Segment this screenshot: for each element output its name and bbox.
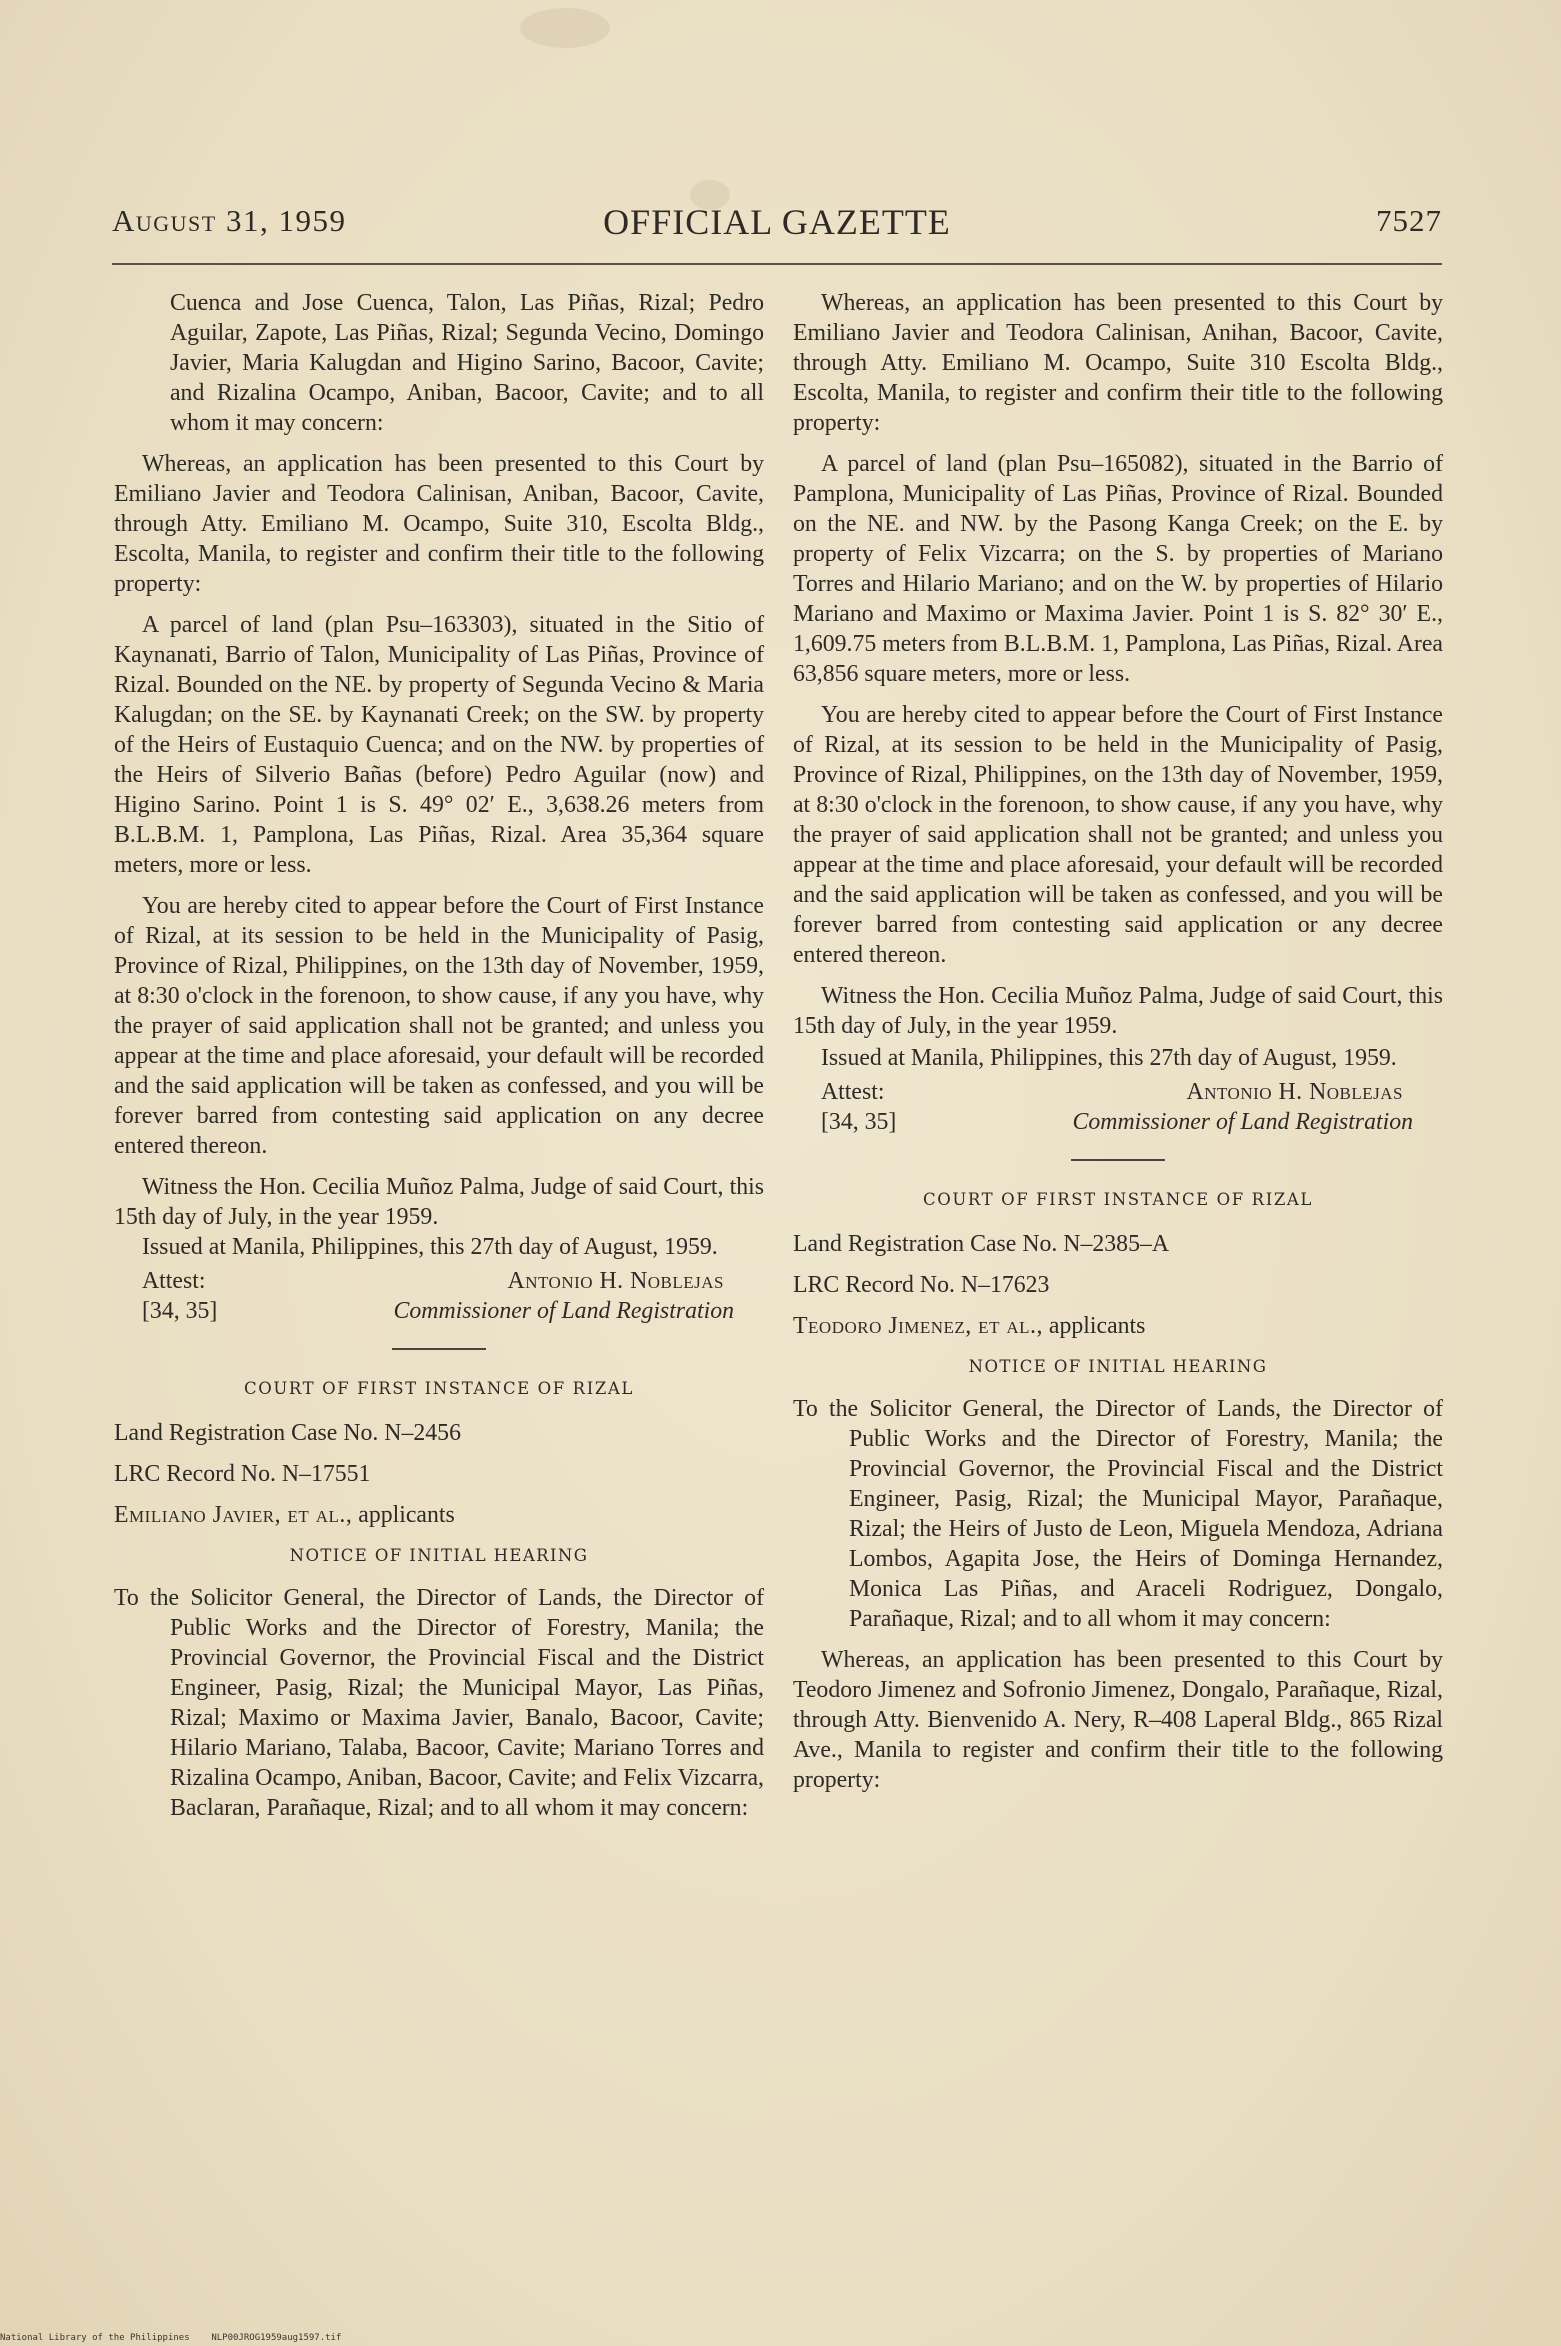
applicants-suffix: applicants: [1048, 1313, 1146, 1339]
attest-title-line: [793, 1107, 1443, 1137]
attest-line: [114, 1266, 764, 1296]
right-column: [793, 288, 1443, 1806]
applicants-name: Emiliano Javier, et al.,: [114, 1502, 353, 1528]
paper-stain: [520, 8, 610, 48]
attest-line: [793, 1077, 1443, 1107]
applicants-line: [793, 1311, 1443, 1341]
publication-title: OFFICIAL GAZETTE: [603, 202, 951, 242]
court-heading: COURT OF FIRST INSTANCE OF RIZAL: [923, 1190, 1313, 1209]
parcel-description: A parcel of land (plan Psu–163303), situated in the Sitio of Kaynanati, Barrio of Talon, Municipality of Las Piñas, Province of Rizal. Bounded on the NE. by property of Segunda Vecino & Maria Kalugdan; on the SE. by Kaynanati Creek; on the SW. by property of the Heirs of Eustaquio Cuenca; and on the NW. by properties of the Heirs of Silverio Bañas (before) Pedro Aguilar (now) and Higino Sarino. Point 1 is S. 49° 02′ E., 3,638.26 meters from B.L.B.M. 1, Pamplona, Las Piñas, Rizal. Area 35,364 square meters, more or less.: [114, 612, 764, 878]
attest-signatory: Antonio H. Noblejas: [1186, 1079, 1403, 1105]
attest-label: Attest:: [142, 1268, 206, 1294]
attest-signatory: Antonio H. Noblejas: [507, 1268, 724, 1294]
applicants-line: [114, 1500, 764, 1530]
page-header: [112, 203, 1442, 251]
witness-paragraph: Witness the Hon. Cecilia Muñoz Palma, Judge of said Court, this 15th day of July, in the year 1959.: [793, 983, 1443, 1039]
header-date: August 31, 1959: [112, 203, 347, 238]
signatory-title: Commissioner of Land Registration: [393, 1298, 734, 1324]
citation-paragraph: You are hereby cited to appear before the Court of First Instance of Rizal, at its session to be held in the Municipality of Pasig, Province of Rizal, Philippines, on the 13th day of November, 1959, at 8:30 o'clock in the forenoon, to show cause, if any you have, why the prayer of said application shall not be granted; and unless you appear at the time and place aforesaid, your default will be recorded and the said application will be taken as confessed, and you will be forever barred from contesting said application or any decree entered thereon.: [793, 702, 1443, 968]
section-divider: [392, 1348, 486, 1350]
application-paragraph: Whereas, an application has been presented to this Court by Emiliano Javier and Teodora Calinisan, Aniban, Bacoor, Cavite, through Atty. Emiliano M. Ocampo, Suite 310, Escolta Bldg., Escolta, Manila, to register and confirm their title to the following property:: [114, 451, 764, 597]
applicants-suffix: applicants: [358, 1502, 455, 1528]
issued-paragraph: Issued at Manila, Philippines, this 27th day of August, 1959.: [142, 1234, 718, 1260]
left-column: [114, 288, 764, 1834]
attest-label: Attest:: [821, 1079, 885, 1105]
applicants-name: Teodoro Jimenez, et al.,: [793, 1313, 1043, 1339]
page-number: 7527: [1376, 203, 1442, 238]
addressee-continuation: Cuenca and Jose Cuenca, Talon, Las Piñas, Rizal; Pedro Aguilar, Zapote, Las Piñas, Rizal; Segunda Vecino, Domingo Javier, Maria Kalugdan and Higino Sarino, Bacoor, Cavite; and Rizalina Ocampo, Aniban, Bacoor, Cavite; and to all whom it may concern:: [170, 290, 764, 436]
record-number: LRC Record No. N–17551: [114, 1461, 371, 1487]
parcel-description: A parcel of land (plan Psu–165082), situated in the Barrio of Pamplona, Municipality of Las Piñas, Province of Rizal. Bounded on the NE. and NW. by the Pasong Kanga Creek; on the E. by property of Felix Vizcarra; on the S. by properties of Mariano Torres and Hilario Mariano; and on the W. by properties of Hilario Mariano and Maximo or Maxima Javier. Point 1 is S. 82° 30′ E., 1,609.75 meters from B.L.B.M. 1, Pamplona, Las Piñas, Rizal. Area 63,856 square meters, more or less.: [793, 451, 1443, 687]
application-paragraph: Whereas, an application has been presented to this Court by Teodoro Jimenez and Sofronio Jimenez, Dongalo, Parañaque, Rizal, through Atty. Bienvenido A. Nery, R–408 Laperal Bldg., 865 Rizal Ave., Manila to register and confirm their title to the following property:: [793, 1647, 1443, 1793]
reference-numbers: [34, 35]: [142, 1298, 218, 1324]
section-divider: [1071, 1159, 1165, 1161]
notice-heading: NOTICE OF INITIAL HEARING: [968, 1357, 1268, 1376]
citation-paragraph: You are hereby cited to appear before the Court of First Instance of Rizal, at its session to be held in the Municipality of Pasig, Province of Rizal, Philippines, on the 13th day of November, 1959, at 8:30 o'clock in the forenoon, to show cause, if any you have, why the prayer of said application shall not be granted; and unless you appear at the time and place aforesaid, your default will be recorded and the said application will be taken as confessed, and you will be forever barred from contesting said application on any decree entered thereon.: [114, 893, 764, 1159]
notice-heading: NOTICE OF INITIAL HEARING: [289, 1546, 589, 1565]
court-heading: COURT OF FIRST INSTANCE OF RIZAL: [244, 1379, 634, 1398]
header-rule: [112, 263, 1442, 265]
application-paragraph: Whereas, an application has been presented to this Court by Emiliano Javier and Teodora Calinisan, Anihan, Bacoor, Cavite, through Atty. Emiliano M. Ocampo, Suite 310 Escolta Bldg., Escolta, Manila, to register and confirm their title to the following property:: [793, 290, 1443, 436]
case-number: Land Registration Case No. N–2456: [114, 1420, 461, 1446]
scan-footer: [0, 2333, 1561, 2346]
reference-numbers: [34, 35]: [821, 1109, 897, 1135]
record-number: LRC Record No. N–17623: [793, 1272, 1050, 1298]
signatory-title: Commissioner of Land Registration: [1072, 1109, 1413, 1135]
attest-title-line: [114, 1296, 764, 1326]
witness-paragraph: Witness the Hon. Cecilia Muñoz Palma, Judge of said Court, this 15th day of July, in the year 1959.: [114, 1174, 764, 1230]
addressee-paragraph: To the Solicitor General, the Director of Lands, the Director of Public Works and the Director of Forestry, Manila; the Provincial Governor, the Provincial Fiscal and the District Engineer, Pasig, Rizal; the Municipal Mayor, Parañaque, Rizal; the Heirs of Justo de Leon, Miguela Mendoza, Adriana Lombos, Agapita Jose, the Heirs of Dominga Hernandez, Monica Las Piñas, and Araceli Rodriguez, Dongalo, Parañaque, Rizal; and to all whom it may concern:: [793, 1396, 1443, 1632]
footer-source: National Library of the Philippines: [0, 2333, 190, 2343]
addressee-paragraph: To the Solicitor General, the Director of Lands, the Director of Public Works and the Director of Forestry, Manila; the Provincial Governor, the Provincial Fiscal and the District Engineer, Pasig, Rizal; the Municipal Mayor, Las Piñas, Rizal; Maximo or Maxima Javier, Banalo, Bacoor, Cavite; Hilario Mariano, Talaba, Bacoor, Cavite; Mariano Torres and Rizalina Ocampo, Aniban, Bacoor, Cavite; and Felix Vizcarra, Baclaran, Parañaque, Rizal; and to all whom it may concern:: [114, 1585, 764, 1821]
issued-paragraph: Issued at Manila, Philippines, this 27th day of August, 1959.: [821, 1045, 1397, 1071]
footer-file: NLP00JROG1959aug1597.tif: [211, 2333, 342, 2343]
case-number: Land Registration Case No. N–2385–A: [793, 1231, 1170, 1257]
